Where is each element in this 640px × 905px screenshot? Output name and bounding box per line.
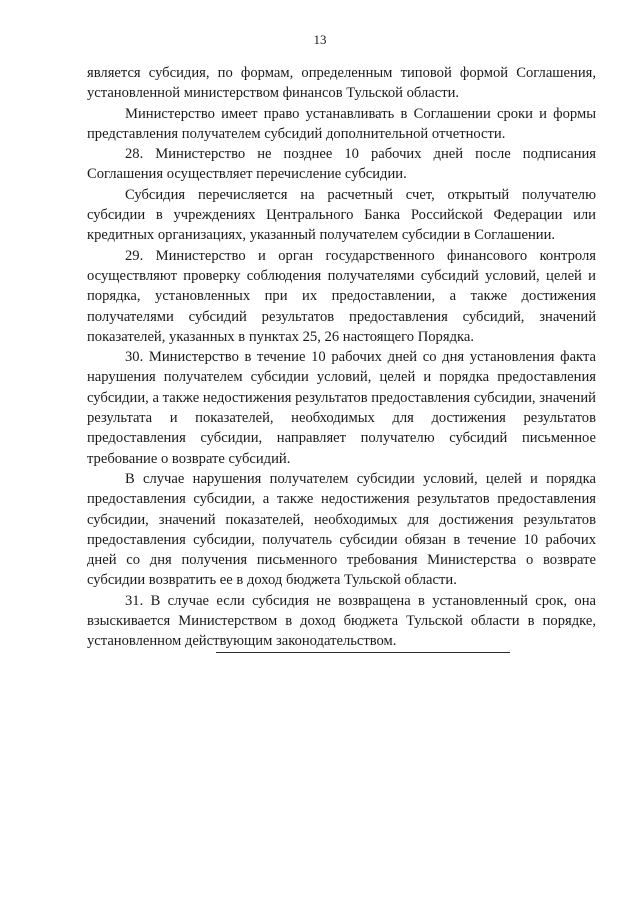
end-of-document-rule xyxy=(216,652,510,653)
paragraph-reporting-rights: Министерство имеет право устанавливать в Соглашении сроки и формы представления получателем субсидий дополнительной отчетности. xyxy=(87,105,596,142)
page-number: 13 xyxy=(313,32,327,47)
paragraph-31: 31. В случае если субсидия не возвращена в установленный срок, она взыскивается Министерством в доход бюджета Тульской области в порядке, установленном действующим законодательством. xyxy=(87,592,596,650)
paragraph-subsidy-transfer: Субсидия перечисляется на расчетный счет, открытый получателю субсидии в учреждениях Центрального Банка Российской Федерации или кредитных организациях, указанный получателем субсидии в Соглашении. xyxy=(87,186,596,244)
paragraph-violation-refund: В случае нарушения получателем субсидии условий, целей и порядка предоставления субсидии, а также недостижения результатов предоставления субсидии, значений показателей, необходимых для достижения результатов предоставления субсидии, получатель субсидии обязан в течение 10 рабочих дней со дня получения письменного требования Министерства о возврате субсидии возвратить ее в доход бюджета Тульской области. xyxy=(87,470,596,589)
paragraph-28: 28. Министерство не позднее 10 рабочих дней после подписания Соглашения осуществляет перечисление субсидии. xyxy=(87,146,596,183)
paragraph-29: 29. Министерство и орган государственного финансового контроля осуществляют проверку соблюдения получателями субсидий условий, целей и порядка, установленных при их предоставлении, а также достижения получателями субсидий результатов предоставления субсидий, значений показателей, указанных в пунктах 25, 26 настоящего Порядка. xyxy=(87,247,596,345)
paragraph-continuation: является субсидия, по формам, определенным типовой формой Соглашения, установленной министерством финансов Тульской области. xyxy=(87,65,596,102)
paragraph-30: 30. Министерство в течение 10 рабочих дней со дня установления факта нарушения получателем субсидии условий, целей и порядка предоставления субсидии, а также недостижения результатов предоставления субсидии, значений результата и показателей, необходимых для достижения результатов предоставления субсидии, направляет получателю субсидий письменное требование о возврате субсидий. xyxy=(87,349,596,467)
document-body xyxy=(87,63,596,652)
